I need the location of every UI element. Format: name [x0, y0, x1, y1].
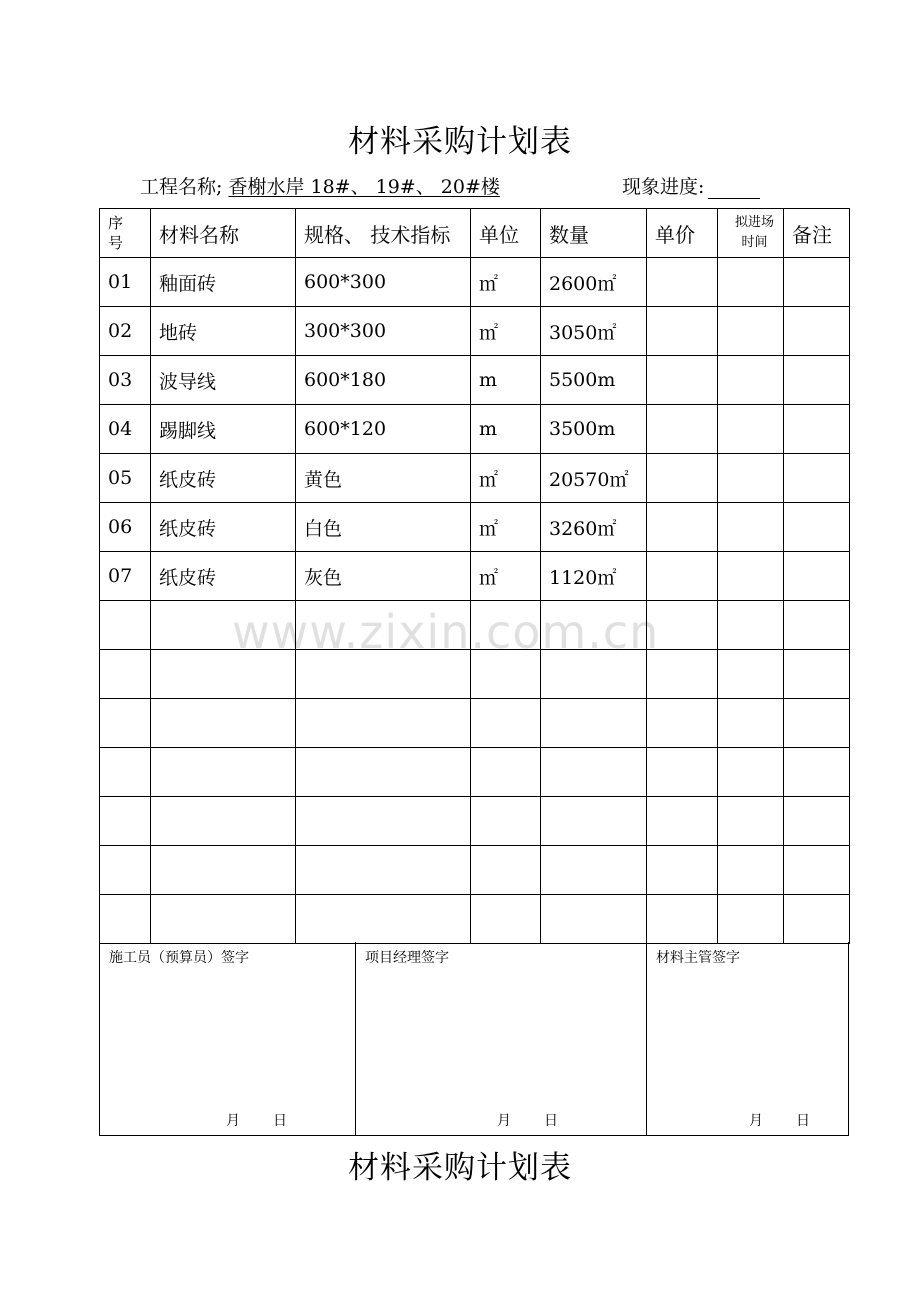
table-row — [100, 405, 850, 454]
cell-schedule — [718, 405, 784, 454]
cell-qty: 3260㎡ — [541, 503, 647, 552]
project-info — [140, 172, 500, 199]
cell-unit: ㎡ — [471, 552, 541, 601]
cell-name — [151, 895, 296, 944]
sig-material-label: 材料主管签字 — [656, 950, 740, 966]
header-spec: 规格、 技术指标 — [296, 209, 471, 258]
table-row — [100, 748, 850, 797]
sig-constructor — [100, 942, 355, 1135]
cell-schedule — [718, 552, 784, 601]
cell-seq — [100, 650, 151, 699]
sig-constructor-label: 施工员（预算员）签字 — [109, 950, 249, 966]
cell-schedule — [718, 454, 784, 503]
cell-schedule — [718, 895, 784, 944]
cell-schedule — [718, 307, 784, 356]
cell-remark — [784, 503, 850, 552]
cell-name: 纸皮砖 — [151, 552, 296, 601]
cell-unit: m — [471, 405, 541, 454]
cell-qty: 3050㎡ — [541, 307, 647, 356]
table-row — [100, 846, 850, 895]
cell-remark — [784, 307, 850, 356]
cell-qty — [541, 797, 647, 846]
cell-schedule — [718, 699, 784, 748]
header-name: 材料名称 — [151, 209, 296, 258]
sig-manager-label: 项目经理签字 — [365, 950, 449, 966]
page-title-repeat: 材料采购计划表 — [348, 1150, 572, 1186]
cell-qty — [541, 748, 647, 797]
cell-remark — [784, 797, 850, 846]
header-schedule: 拟进场 时间 — [718, 209, 784, 258]
cell-price — [647, 797, 718, 846]
cell-qty — [541, 846, 647, 895]
table-row — [100, 699, 850, 748]
cell-spec: 600*300 — [296, 258, 471, 307]
cell-price — [647, 846, 718, 895]
cell-unit — [471, 895, 541, 944]
cell-qty: 20570㎡ — [541, 454, 647, 503]
sig-manager-month: 月 — [497, 1113, 511, 1129]
cell-schedule — [718, 356, 784, 405]
cell-seq: 06 — [100, 503, 151, 552]
cell-spec: 600*120 — [296, 405, 471, 454]
table-row — [100, 503, 850, 552]
header-unit: 单位 — [471, 209, 541, 258]
table-row — [100, 356, 850, 405]
cell-price — [647, 454, 718, 503]
header-price: 单价 — [647, 209, 718, 258]
cell-remark — [784, 601, 850, 650]
cell-unit: ㎡ — [471, 258, 541, 307]
cell-remark — [784, 552, 850, 601]
progress-info — [622, 172, 760, 199]
cell-unit: ㎡ — [471, 307, 541, 356]
sig-constructor-day: 日 — [273, 1113, 287, 1129]
material-table — [99, 208, 850, 944]
cell-seq: 03 — [100, 356, 151, 405]
cell-remark — [784, 258, 850, 307]
cell-price — [647, 307, 718, 356]
cell-schedule — [718, 503, 784, 552]
cell-remark — [784, 895, 850, 944]
cell-name: 纸皮砖 — [151, 454, 296, 503]
cell-schedule — [718, 650, 784, 699]
cell-name: 纸皮砖 — [151, 503, 296, 552]
sig-manager-day: 日 — [544, 1113, 558, 1129]
cell-name: 波导线 — [151, 356, 296, 405]
cell-name — [151, 797, 296, 846]
cell-remark — [784, 356, 850, 405]
cell-unit: ㎡ — [471, 454, 541, 503]
cell-schedule — [718, 797, 784, 846]
cell-name — [151, 699, 296, 748]
cell-name: 釉面砖 — [151, 258, 296, 307]
cell-spec — [296, 895, 471, 944]
cell-name: 地砖 — [151, 307, 296, 356]
cell-spec: 灰色 — [296, 552, 471, 601]
cell-qty: 2600㎡ — [541, 258, 647, 307]
cell-name: 踢脚线 — [151, 405, 296, 454]
cell-seq — [100, 797, 151, 846]
cell-unit: m — [471, 356, 541, 405]
header-remark: 备注 — [784, 209, 850, 258]
cell-remark — [784, 699, 850, 748]
table-row — [100, 895, 850, 944]
cell-seq — [100, 699, 151, 748]
cell-price — [647, 405, 718, 454]
table-row — [100, 552, 850, 601]
table-row — [100, 307, 850, 356]
cell-spec: 白色 — [296, 503, 471, 552]
cell-qty — [541, 699, 647, 748]
cell-unit — [471, 699, 541, 748]
header-seq: 序 号 — [100, 209, 151, 258]
project-label: 工程名称; — [140, 176, 223, 198]
cell-remark — [784, 846, 850, 895]
cell-price — [647, 895, 718, 944]
cell-spec — [296, 846, 471, 895]
cell-remark — [784, 650, 850, 699]
cell-seq: 01 — [100, 258, 151, 307]
cell-seq — [100, 601, 151, 650]
cell-unit — [471, 748, 541, 797]
cell-price — [647, 748, 718, 797]
table-header-row — [100, 209, 850, 258]
cell-spec: 300*300 — [296, 307, 471, 356]
cell-schedule — [718, 258, 784, 307]
cell-seq: 04 — [100, 405, 151, 454]
project-name: 香榭水岸 18#、 19#、 20#楼 — [228, 176, 500, 198]
sig-material — [646, 942, 848, 1135]
cell-spec — [296, 797, 471, 846]
cell-unit — [471, 846, 541, 895]
cell-price — [647, 699, 718, 748]
cell-name — [151, 846, 296, 895]
cell-qty: 1120㎡ — [541, 552, 647, 601]
cell-remark — [784, 454, 850, 503]
cell-seq — [100, 748, 151, 797]
progress-blank — [708, 180, 760, 199]
sig-manager — [355, 942, 646, 1135]
cell-qty: 5500m — [541, 356, 647, 405]
cell-remark — [784, 748, 850, 797]
table-body — [100, 258, 850, 944]
progress-label: 现象进度: — [622, 176, 705, 198]
cell-name — [151, 748, 296, 797]
cell-spec: 黄色 — [296, 454, 471, 503]
cell-price — [647, 503, 718, 552]
table-row — [100, 454, 850, 503]
signature-section — [99, 942, 849, 1136]
cell-price — [647, 356, 718, 405]
cell-qty — [541, 895, 647, 944]
cell-schedule — [718, 601, 784, 650]
cell-price — [647, 258, 718, 307]
table-row — [100, 258, 850, 307]
cell-seq: 02 — [100, 307, 151, 356]
page-title: 材料采购计划表 — [348, 124, 572, 160]
watermark: www.zixin.com.cn — [232, 605, 660, 659]
cell-qty: 3500m — [541, 405, 647, 454]
cell-seq: 05 — [100, 454, 151, 503]
cell-seq — [100, 895, 151, 944]
cell-spec: 600*180 — [296, 356, 471, 405]
cell-unit: ㎡ — [471, 503, 541, 552]
table-row — [100, 797, 850, 846]
cell-schedule — [718, 846, 784, 895]
header-qty: 数量 — [541, 209, 647, 258]
sig-material-day: 日 — [796, 1113, 810, 1129]
cell-remark — [784, 405, 850, 454]
cell-spec — [296, 699, 471, 748]
sig-material-month: 月 — [749, 1113, 763, 1129]
cell-seq: 07 — [100, 552, 151, 601]
sig-constructor-month: 月 — [226, 1113, 240, 1129]
cell-unit — [471, 797, 541, 846]
cell-schedule — [718, 748, 784, 797]
cell-spec — [296, 748, 471, 797]
cell-price — [647, 552, 718, 601]
cell-seq — [100, 846, 151, 895]
